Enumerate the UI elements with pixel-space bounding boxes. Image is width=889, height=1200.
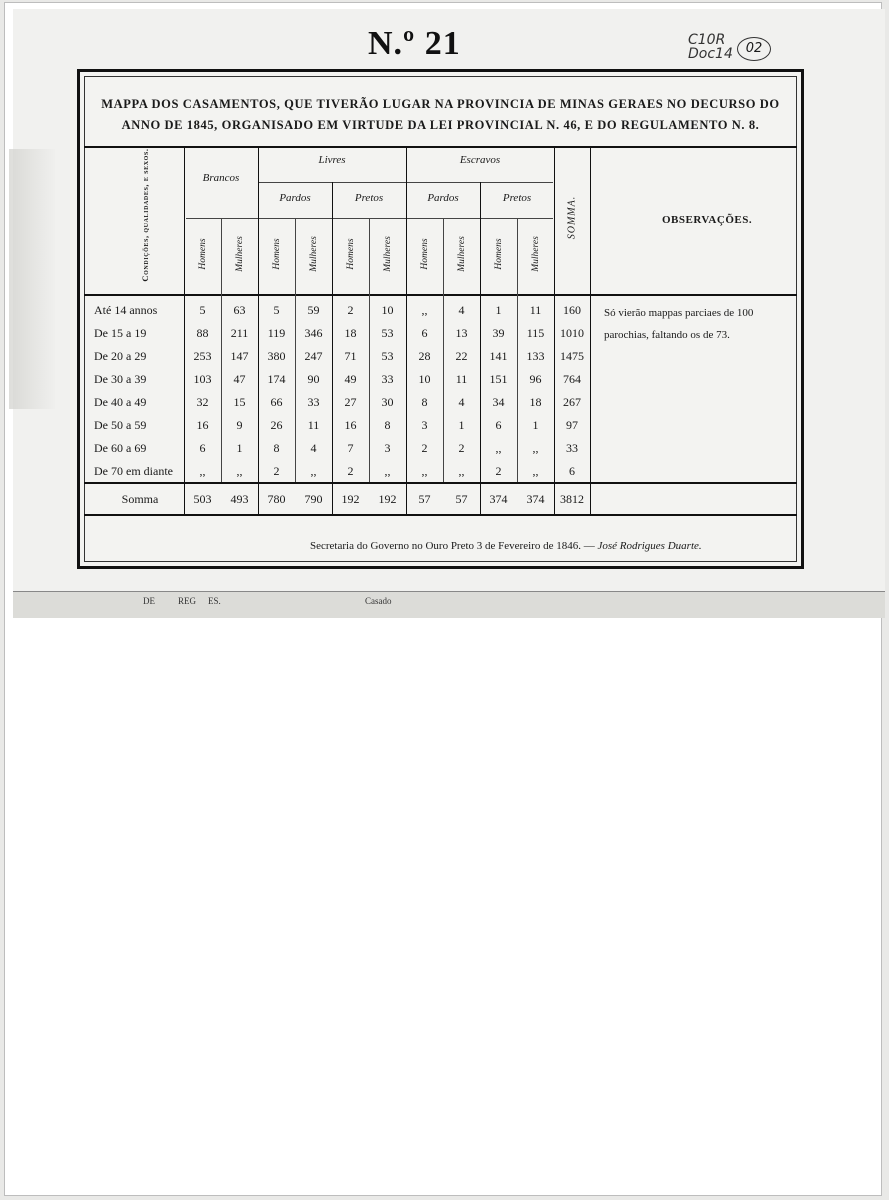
table-row-6-cell-7: 3 [421,418,428,432]
group-escravos-pardos: Pardos [427,192,459,204]
table-row-3-cell-9: 141 [489,349,508,363]
table-row-5-cell-10: 18 [529,395,542,409]
table-row-7-cell-8: 2 [458,441,465,455]
table-row-5-cell-11: 267 [563,395,581,409]
table-row-7 [80,436,800,460]
table-row-4-cell-4: 90 [307,372,320,386]
group-brancos: Brancos [202,172,240,184]
next-page-strip [13,591,885,618]
total-row-cell-10: 374 [526,492,545,506]
table-row-8-cell-10: ,, [532,464,539,478]
table-row-4-label: De 30 a 39 [94,372,147,386]
table-row-4-cell-8: 11 [455,372,468,386]
table-row-6-cell-11: 97 [566,418,578,432]
table-row-7-cell-4: 4 [310,441,317,455]
table-row-1-cell-3: 5 [273,303,280,317]
table-row-2-cell-1: 88 [196,326,209,340]
document-number: N.º 21 [368,25,461,62]
signature-name: José Rodrigues Duarte. [597,540,702,552]
group-livres: Livres [318,154,346,166]
table-row-6-cell-2: 9 [236,418,243,432]
table-row-6-cell-1: 16 [196,418,209,432]
handwritten-circle-number: 02 [737,37,771,61]
table-row-4-cell-10: 96 [529,372,542,386]
table-row-1-cell-7: ,, [421,303,428,317]
table-row-4-cell-5: 49 [344,372,357,386]
total-row-cell-8: 57 [455,492,468,506]
table-row-4-cell-3: 174 [267,372,286,386]
table-row-2-cell-8: 13 [455,326,468,340]
table-row-1-cell-6: 10 [381,303,394,317]
table-row-3-cell-6: 53 [381,349,394,363]
table-row-1-cell-10: 11 [529,303,542,317]
table-title [80,94,801,136]
total-row-cell-5: 192 [341,492,360,506]
sex-label-1: Homens [198,238,208,270]
table-row-8-cell-6: ,, [384,464,391,478]
table-row-3-label: De 20 a 29 [94,349,147,363]
table-row-7-cell-7: 2 [421,441,428,455]
signature-text: Secretaria do Governo no Ouro Preto 3 de Fevereiro de 1846. — [310,540,595,552]
table-row-6-cell-5: 16 [344,418,357,432]
sex-label-8: Mulheres [457,236,467,272]
group-livres-pardos: Pardos [279,192,311,204]
sex-label-2: Mulheres [235,236,245,272]
table-row-4-cell-9: 151 [489,372,508,386]
table-row-2-cell-7: 6 [421,326,428,340]
table-row-6-cell-10: 1 [532,418,539,432]
table-row-3-cell-4: 247 [304,349,323,363]
table-row-6-cell-3: 26 [270,418,283,432]
strip-fragment-3: ES. [208,596,221,606]
table-row-2-cell-4: 346 [304,326,323,340]
sex-label-5: Homens [346,238,356,270]
table-row-3-cell-11: 1475 [560,349,584,363]
table-row-8-cell-8: ,, [458,464,465,478]
table-row-4-cell-7: 10 [418,372,431,386]
table-row-5-cell-2: 15 [233,395,246,409]
table-row-2-cell-5: 18 [344,326,357,340]
rule-total-bottom [84,514,797,516]
row-header-label: Condições, qualidades, e sexos. [140,148,150,282]
strip-fragment-1: DE [143,596,155,606]
table-row-1-cell-4: 59 [307,303,320,317]
table-row-1-cell-11: 160 [563,303,581,317]
table-row-8-cell-7: ,, [421,464,428,478]
rule-header-top [84,146,797,148]
somma-column-header: SOMMA. [566,195,578,240]
table-row-6 [80,413,800,437]
total-row-cell-9: 374 [489,492,508,506]
table-row-5-cell-3: 66 [270,395,283,409]
table-row-2-cell-6: 53 [381,326,394,340]
document-page [4,2,882,1196]
signature-line [310,540,702,552]
group-escravos: Escravos [459,154,501,166]
table-row-3-cell-10: 133 [526,349,545,363]
table-row-5-cell-5: 27 [344,395,357,409]
table-row-5-cell-4: 33 [307,395,320,409]
total-row-label: Somma [121,492,159,506]
observacoes-header: OBSERVAÇÕES. [662,214,753,226]
table-row-4-cell-1: 103 [193,372,212,386]
table-row-5-cell-8: 4 [458,395,465,409]
rule-header-bottom [84,294,797,296]
table-row-7-cell-5: 7 [347,441,354,455]
table-row-6-cell-4: 11 [307,418,320,432]
table-row-8 [80,459,800,483]
table-row-5-cell-1: 32 [196,395,209,409]
sex-label-4: Mulheres [309,236,319,272]
observacoes-note-line-2: parochias, faltando os de 73. [604,329,730,341]
table-row-5-label: De 40 a 49 [94,395,147,409]
total-row-cell-2: 493 [230,492,249,506]
table-row-6-label: De 50 a 59 [94,418,147,432]
group-livres-pretos: Pretos [354,192,384,204]
table-row-3-cell-3: 380 [267,349,286,363]
table-row-1-cell-1: 5 [199,303,206,317]
strip-fragment-4: Casado [365,596,392,606]
total-row [80,487,800,511]
total-row-cell-1: 503 [193,492,212,506]
table-row-7-cell-1: 6 [199,441,206,455]
table-row-7-label: De 60 a 69 [94,441,147,455]
table-row-2-cell-9: 39 [492,326,505,340]
table-row-4-cell-6: 33 [381,372,394,386]
table-row-4-cell-2: 47 [233,372,246,386]
table-row-6-cell-6: 8 [384,418,391,432]
table-row-1-cell-9: 1 [495,303,502,317]
table-row-8-cell-4: ,, [310,464,317,478]
table-row-5 [80,390,800,414]
table-row-3-cell-8: 22 [455,349,468,363]
table-row-3-cell-2: 147 [230,349,249,363]
total-row-cell-3: 780 [267,492,286,506]
table-row-3 [80,344,800,368]
table-row-2-label: De 15 a 19 [94,326,147,340]
table-row-3-cell-7: 28 [418,349,431,363]
table-row-8-cell-3: 2 [273,464,280,478]
total-row-cell-6: 192 [378,492,397,506]
sex-label-10: Mulheres [531,236,541,272]
title-line-2: ANNO DE 1845, ORGANISADO EM VIRTUDE DA LEI PROVINCIAL N. 46, E DO REGULAMENTO N. 8. [121,118,760,132]
table-row-1-cell-8: 4 [458,303,465,317]
strip-fragment-2: REG [178,596,196,606]
table-row-8-cell-1: ,, [199,464,206,478]
table-row-4-cell-11: 764 [563,372,581,386]
paper-stain [9,149,55,409]
table-row-2-cell-11: 1010 [560,326,584,340]
table-row-7-cell-10: ,, [532,441,539,455]
table-row-3-cell-5: 71 [344,349,357,363]
printed-sheet [13,9,885,611]
table-row-7-cell-11: 33 [566,441,578,455]
table-row-2-cell-10: 115 [526,326,545,340]
table-row-6-cell-8: 1 [458,418,465,432]
table-row-1-cell-5: 2 [347,303,354,317]
group-escravos-pretos: Pretos [502,192,532,204]
table-row-4 [80,367,800,391]
table-row-8-cell-9: 2 [495,464,502,478]
observacoes-note [604,302,794,346]
table-row-8-cell-11: 6 [569,464,575,478]
table-row-3-cell-1: 253 [193,349,212,363]
table-row-1-cell-2: 63 [233,303,246,317]
total-row-cell-4: 790 [304,492,323,506]
table-row-8-label: De 70 em diante [94,464,173,478]
sex-label-3: Homens [272,238,282,270]
table-row-1-label: Até 14 annos [94,303,158,317]
table-row-7-cell-9: ,, [495,441,502,455]
table-row-8-cell-5: 2 [347,464,354,478]
table-row-6-cell-9: 6 [495,418,502,432]
table-row-7-cell-6: 3 [384,441,391,455]
total-row-cell-7: 57 [418,492,431,506]
handwritten-reference: C10R Doc14 [688,32,733,62]
table-frame [77,69,804,569]
sex-label-9: Homens [494,238,504,270]
sex-label-6: Mulheres [383,236,393,272]
total-row-cell-11: 3812 [560,492,584,506]
table-row-8-cell-2: ,, [236,464,243,478]
table-row-5-cell-9: 34 [492,395,505,409]
table-row-7-cell-2: 1 [236,441,243,455]
title-line-1: MAPPA DOS CASAMENTOS, QUE TIVERÃO LUGAR NA PROVINCIA DE MINAS GERAES NO DECURSO DO [101,97,780,111]
table-row-2-cell-3: 119 [267,326,286,340]
table-row-5-cell-6: 30 [381,395,394,409]
sex-label-7: Homens [420,238,430,270]
table-row-2-cell-2: 211 [230,326,249,340]
observacoes-note-line-1: Só vierão mappas parciaes de 100 [604,307,754,319]
table-row-7-cell-3: 8 [273,441,280,455]
table-row-5-cell-7: 8 [421,395,428,409]
